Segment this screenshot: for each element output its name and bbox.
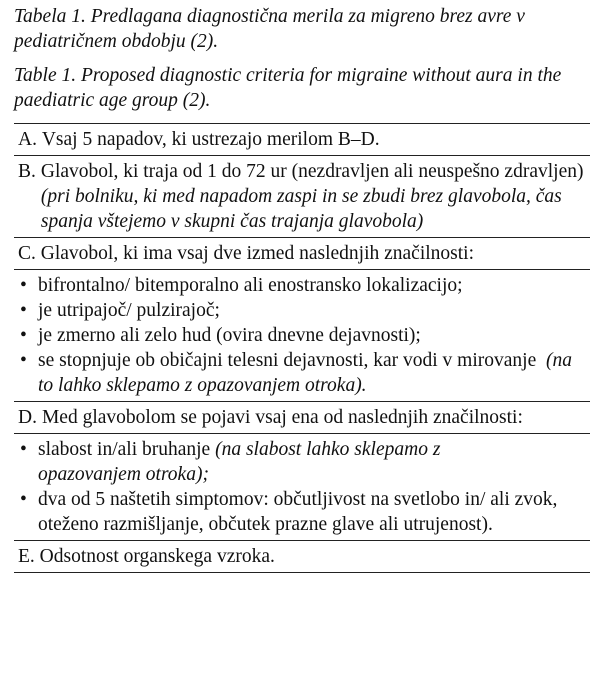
bullet-icon: •	[20, 325, 27, 346]
list-item-text: bifrontalno/ bitemporalno ali enostransko lokalizacijo;	[38, 275, 463, 296]
list-item	[14, 323, 590, 348]
list-item	[14, 348, 590, 398]
criterion-d-row	[14, 402, 590, 434]
criterion-a-row	[14, 124, 590, 156]
criterion-c-letter: C.	[18, 243, 36, 264]
bullet-icon: •	[20, 275, 27, 296]
list-item	[14, 437, 590, 487]
criterion-c-list	[14, 273, 590, 398]
criteria-table	[14, 123, 590, 573]
list-item-note: (na slabost lahko sklepamo z opazovanjem otroka);	[38, 439, 441, 485]
criterion-d-text: Med glavobolom se pojavi vsaj ena od naslednjih značilnosti:	[41, 407, 523, 428]
list-item-note: (na to lahko sklepamo z opazovanjem otroka).	[38, 350, 572, 396]
caption-english: Table 1. Proposed diagnostic criteria for migraine without aura in the paediatric age group (2).	[14, 65, 562, 111]
list-item-text: slabost in/ali bruhanje	[38, 439, 211, 460]
caption-slovenian: Tabela 1. Predlagana diagnostična merila za migreno brez avre v pediatričnem obdobju (2).	[14, 6, 525, 52]
bullet-icon: •	[20, 300, 27, 321]
criterion-b-letter: B.	[18, 161, 36, 182]
criterion-d-list	[14, 437, 590, 537]
list-item	[14, 273, 590, 298]
criterion-b-row	[14, 156, 590, 238]
criterion-b-text: Glavobol, ki traja od 1 do 72 ur (nezdravljen ali neuspešno zdravljen)	[40, 161, 584, 182]
criterion-b-note: (pri bolniku, ki med napadom zaspi in se zbudi brez glavobola, čas spanja vštejemo v skupni čas trajanja glavobola)	[40, 186, 562, 232]
bullet-icon: •	[20, 439, 27, 460]
criterion-e-letter: E.	[18, 546, 35, 567]
criterion-c-list-row	[14, 270, 590, 402]
bullet-icon: •	[20, 350, 27, 371]
list-item	[14, 298, 590, 323]
bullet-icon: •	[20, 489, 27, 510]
criterion-e-row	[14, 541, 590, 573]
criterion-c-text: Glavobol, ki ima vsaj dve izmed naslednjih značilnosti:	[40, 243, 475, 264]
criterion-a-text: Vsaj 5 napadov, ki ustrezajo merilom B–D.	[41, 129, 380, 150]
list-item	[14, 487, 590, 537]
criterion-d-letter: D.	[18, 407, 37, 428]
criterion-c-row	[14, 238, 590, 270]
list-item-text: je utripajoč/ pulzirajoč;	[38, 300, 220, 321]
criterion-e-text: Odsotnost organskega vzroka.	[39, 546, 275, 567]
criterion-a-letter: A.	[18, 129, 37, 150]
list-item-text: se stopnjuje ob običajni telesni dejavnosti, kar vodi v mirovanje	[38, 350, 537, 371]
list-item-text: je zmerno ali zelo hud (ovira dnevne dejavnosti);	[38, 325, 421, 346]
criterion-d-list-row	[14, 434, 590, 541]
list-item-text: dva od 5 naštetih simptomov: občutljivost na svetlobo in/ ali zvok, oteženo razmišljanje, občutek prazne glave ali utrujenost).	[38, 489, 558, 535]
